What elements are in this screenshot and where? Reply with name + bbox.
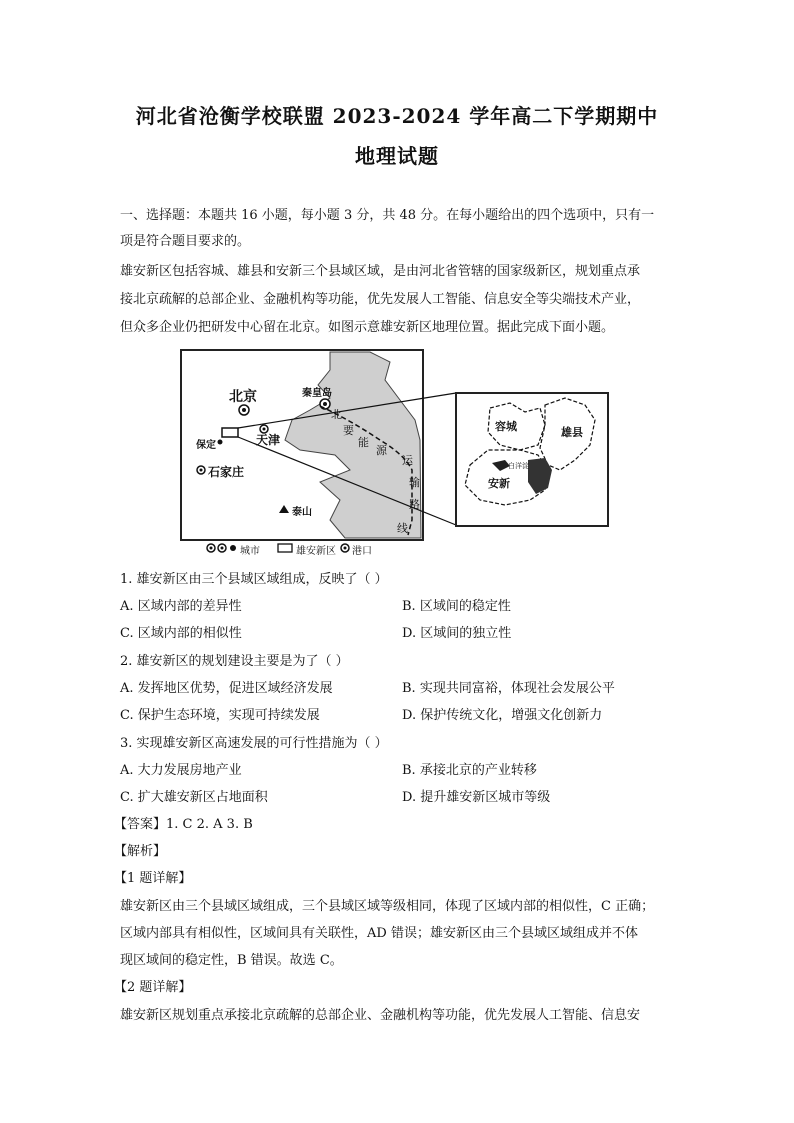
- route-char-6: 输: [409, 476, 420, 489]
- q1-option-d: D. 区域间的独立性: [402, 626, 512, 641]
- q2-option-b: B. 实现共同富裕，体现社会发展公平: [402, 681, 615, 696]
- q2-detail-line1: 雄安新区规划重点承接北京疏解的总部企业、金融机构等功能，优先发展人工智能、信息安: [120, 1008, 641, 1023]
- map-label-tianjin: 天津: [256, 433, 281, 447]
- legend-xiongan-label: 雄安新区: [296, 546, 336, 557]
- map-label-taishan: 泰山: [292, 507, 312, 518]
- map-label-qinhuangdao: 秦皇岛: [302, 388, 332, 399]
- legend-city-label: 城市: [240, 546, 260, 557]
- q2-option-d: D. 保护传统文化，增强文化创新力: [402, 708, 603, 723]
- exam-title: 河北省沧衡学校联盟 2023-2024 学年高二下学期期中: [135, 104, 659, 128]
- answer-line: 【答案】1. C 2. A 3. B: [114, 817, 253, 832]
- map-label-beijing: 北京: [229, 389, 257, 405]
- route-char-2: 要: [343, 424, 354, 437]
- map-label-baoding: 保定: [196, 440, 216, 451]
- q3-option-c: C. 扩大雄安新区占地面积: [120, 790, 268, 805]
- analysis-heading: 【解析】: [114, 844, 167, 859]
- question-3-stem: 3. 实现雄安新区高速发展的可行性措施为（ ）: [120, 736, 388, 751]
- subject-title: 地理试题: [355, 144, 439, 168]
- question-2-stem: 2. 雄安新区的规划建设主要是为了（ ）: [120, 654, 349, 669]
- map-label-shijiazhuang: 石家庄: [208, 465, 245, 479]
- q1-option-b: B. 区域间的稳定性: [402, 599, 511, 614]
- q3-option-a: A. 大力发展房地产业: [120, 763, 242, 778]
- intro-line1: 雄安新区包括容城、雄县和安新三个县域区域，是由河北省管辖的国家级新区，规划重点承: [120, 264, 641, 279]
- intro-line2: 接北京疏解的总部企业、金融机构等功能，优先发展人工智能、信息安全等尖端技术产业，: [120, 292, 641, 307]
- route-char-3: 能: [358, 436, 369, 449]
- q2-option-a: A. 发挥地区优势，促进区域经济发展: [120, 681, 333, 696]
- legend-port-label: 港口: [352, 546, 372, 557]
- q1-detail-line3: 现区域间的稳定性，B 错误。故选 C。: [120, 953, 343, 968]
- q1-detail-line1: 雄安新区由三个县域区域组成，三个县域区域等级相同，体现了区域内部的相似性，C 正确；: [120, 899, 655, 914]
- q1-option-a: A. 区域内部的差异性: [120, 599, 242, 614]
- q1-detail-heading: 【1 题详解】: [114, 871, 192, 886]
- q1-detail-line2: 区域内部具有相似性，区域间具有关联性，AD 错误；雄安新区由三个县域区域组成并不体: [120, 926, 638, 941]
- q1-option-c: C. 区域内部的相似性: [120, 626, 242, 641]
- question-1-stem: 1. 雄安新区由三个县域区域组成，反映了（ ）: [120, 572, 388, 587]
- route-char-8: 线: [397, 522, 408, 535]
- xiongan-marker: [222, 428, 238, 437]
- baoding-city-icon: [218, 440, 223, 445]
- section-instruction-line1: 一、选择题：本题共 16 小题，每小题 3 分，共 48 分。在每小题给出的四个选项中，只有一: [120, 208, 655, 223]
- inset-label-lake: 白洋淀: [508, 462, 529, 470]
- inset-label-rongcheng: 容城: [495, 420, 517, 433]
- route-char-4: 源: [376, 444, 387, 457]
- section-instruction-line2: 项是符合题目要求的。: [120, 234, 251, 249]
- intro-line3: 但众多企业仍把研发中心留在北京。如图示意雄安新区地理位置。据此完成下面小题。: [120, 320, 615, 335]
- route-char-5: 运: [402, 454, 413, 467]
- q2-option-c: C. 保护生态环境，实现可持续发展: [120, 708, 320, 723]
- inset-label-xiongxian: 雄县: [561, 426, 583, 439]
- q3-option-d: D. 提升雄安新区城市等级: [402, 790, 551, 805]
- route-char-1: 北: [331, 408, 342, 421]
- q2-detail-heading: 【2 题详解】: [114, 980, 192, 995]
- route-char-7: 路: [409, 498, 420, 511]
- q3-option-b: B. 承接北京的产业转移: [402, 763, 537, 778]
- inset-map-frame: [456, 393, 608, 526]
- inset-label-anxin: 安新: [488, 477, 510, 490]
